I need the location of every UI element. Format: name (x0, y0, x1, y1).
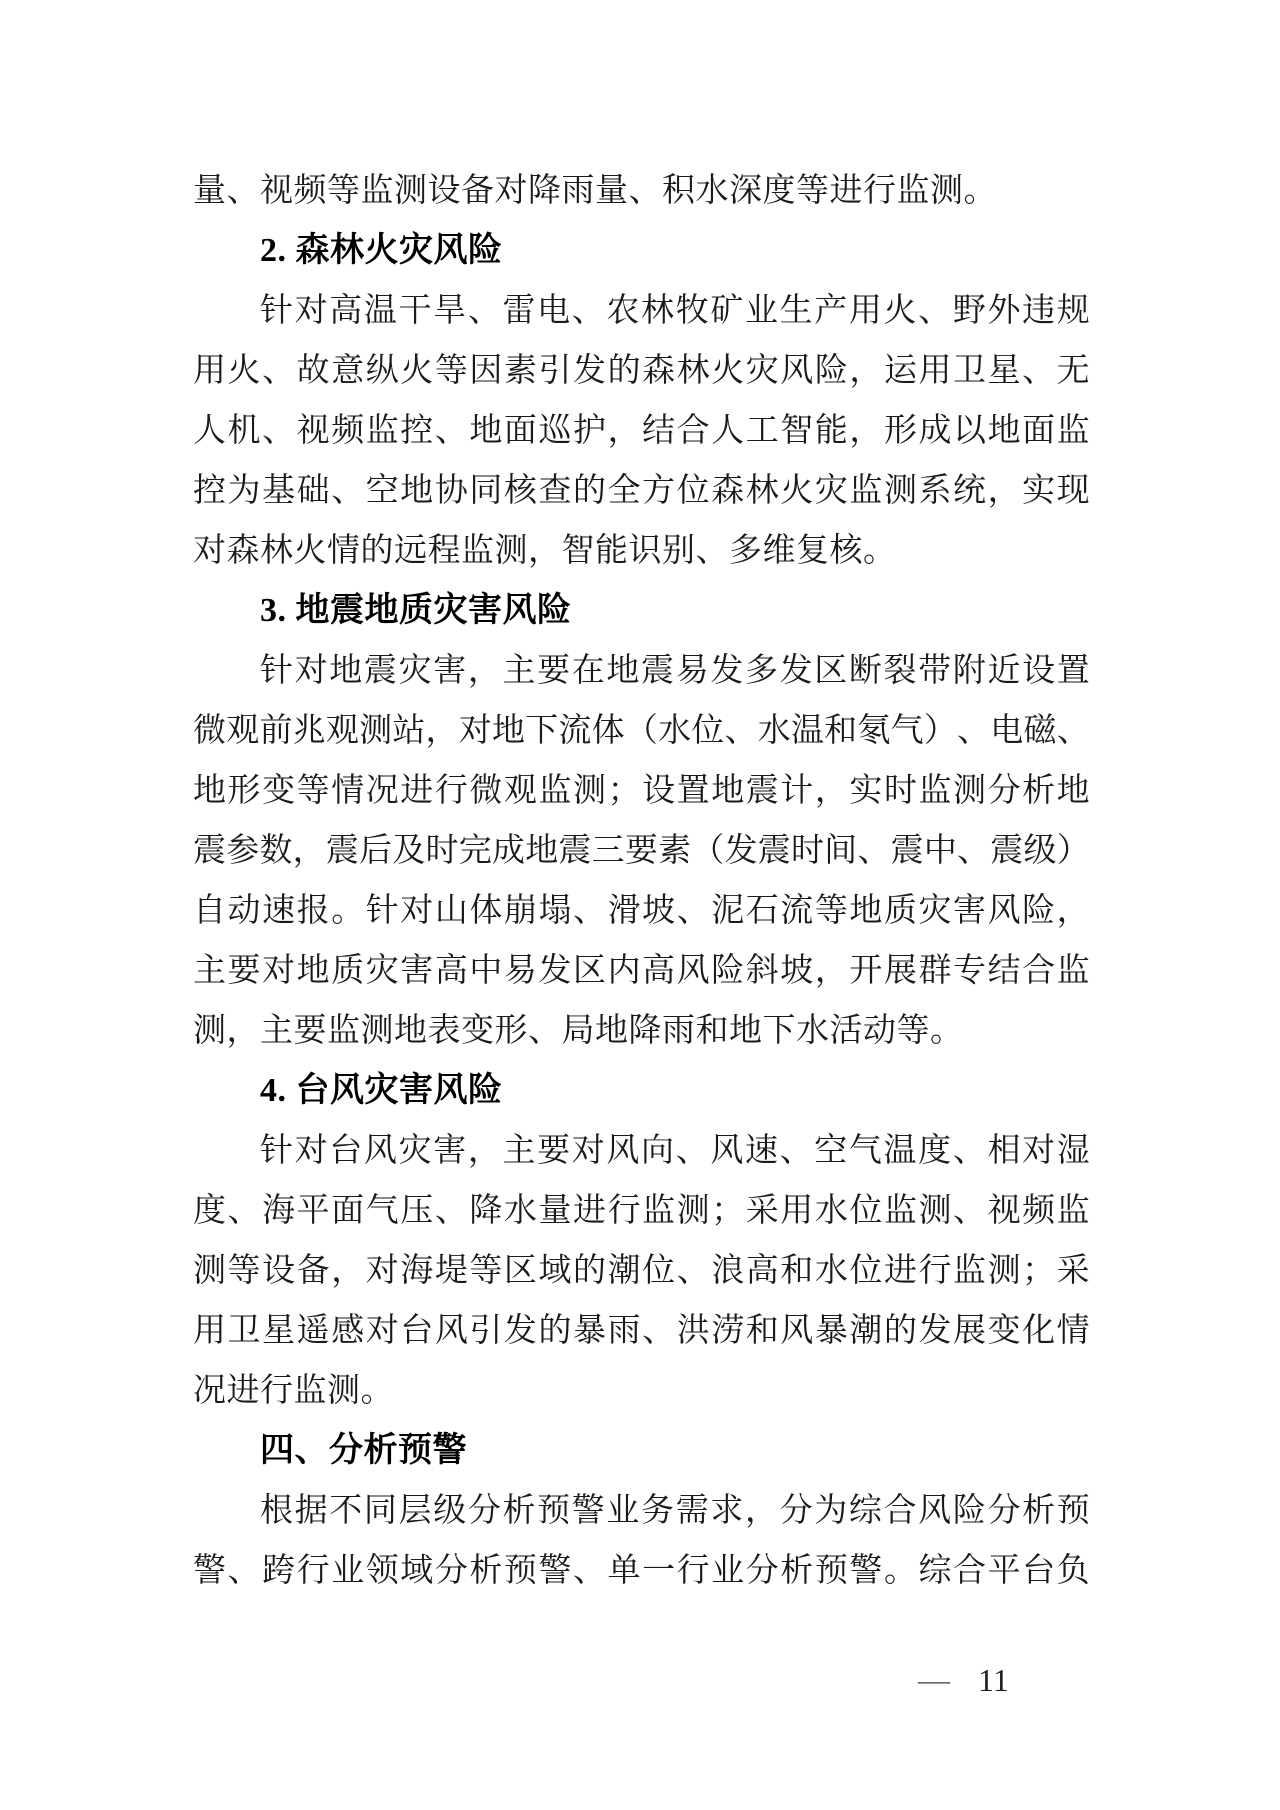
text-line: 况进行监测。 (193, 1373, 394, 1409)
text-line: 震 参 数 ， 震 后 及 时 完 成 地 震 三 要 素 （ 发 震 时 间 、 震 中 、 震 级 ） (193, 833, 1090, 869)
text-line: 警 、 跨 行 业 领 域 分 析 预 警 、 单 一 行 业 分 析 预 警 。 综 合 平 台 负 (193, 1553, 1090, 1589)
section-heading: 四、分析预警 (260, 1432, 467, 1469)
text-line: 针 对 高 温 干 旱 、 雷 电 、 农 林 牧 矿 业 生 产 用 火 、 野 外 违 规 (260, 293, 1090, 329)
page-number: 11 (978, 1661, 1009, 1698)
text-line: 自 动 速 报 。 针 对 山 体 崩 塌 、 滑 坡 、 泥 石 流 等 地 质 灾 害 风 险 ， (193, 893, 1090, 929)
text-line: 微 观 前 兆 观 测 站 ， 对 地 下 流 体 （ 水 位 、 水 温 和 氡 气 ） 、 电 磁 、 (193, 713, 1090, 749)
section-heading: 2. 森林火灾风险 (260, 232, 503, 269)
text-line: 针 对 台 风 灾 害 ， 主 要 对 风 向 、 风 速 、 空 气 温 度 、 相 对 湿 (260, 1133, 1090, 1169)
text-line: 测 等 设 备 ， 对 海 堤 等 区 域 的 潮 位 、 浪 高 和 水 位 进 行 监 测 ； 采 (193, 1253, 1090, 1289)
text-line: 根 据 不 同 层 级 分 析 预 警 业 务 需 求 ， 分 为 综 合 风 险 分 析 预 (260, 1493, 1090, 1529)
text-line: 用 卫 星 遥 感 对 台 风 引 发 的 暴 雨 、 洪 涝 和 风 暴 潮 的 发 展 变 化 情 (193, 1313, 1090, 1349)
text-line: 主 要 对 地 质 灾 害 高 中 易 发 区 内 高 风 险 斜 坡 ， 开 展 群 专 结 合 监 (193, 953, 1090, 989)
text-line: 地 形 变 等 情 况 进 行 微 观 监 测 ； 设 置 地 震 计 ， 实 时 监 测 分 析 地 (193, 773, 1090, 809)
text-line: 针 对 地 震 灾 害 ， 主 要 在 地 震 易 发 多 发 区 断 裂 带 附 近 设 置 (260, 653, 1090, 689)
text-line: 控 为 基 础 、 空 地 协 同 核 查 的 全 方 位 森 林 火 灾 监 测 系 统 ， 实 现 (193, 473, 1090, 509)
page-footer (918, 1660, 1009, 1700)
text-line: 量、视频等监测设备对降雨量、积水深度等进行监测。 (193, 173, 997, 209)
text-line: 人 机 、 视 频 监 控 、 地 面 巡 护 ， 结 合 人 工 智 能 ， 形 成 以 地 面 监 (193, 413, 1090, 449)
text-line: 对森林火情的远程监测，智能识别、多维复核。 (193, 533, 897, 569)
text-line: 度 、 海 平 面 气 压 、 降 水 量 进 行 监 测 ； 采 用 水 位 监 测 、 视 频 监 (193, 1193, 1090, 1229)
section-heading: 4. 台风灾害风险 (260, 1072, 503, 1109)
document-text-block (193, 161, 1090, 1601)
text-line: 用 火 、 故 意 纵 火 等 因 素 引 发 的 森 林 火 灾 风 险 ， 运 用 卫 星 、 无 (193, 353, 1090, 389)
text-line: 测，主要监测地表变形、局地降雨和地下水活动等。 (193, 1013, 964, 1049)
page-number-dash: — (918, 1665, 950, 1694)
section-heading: 3. 地震地质灾害风险 (260, 592, 572, 629)
